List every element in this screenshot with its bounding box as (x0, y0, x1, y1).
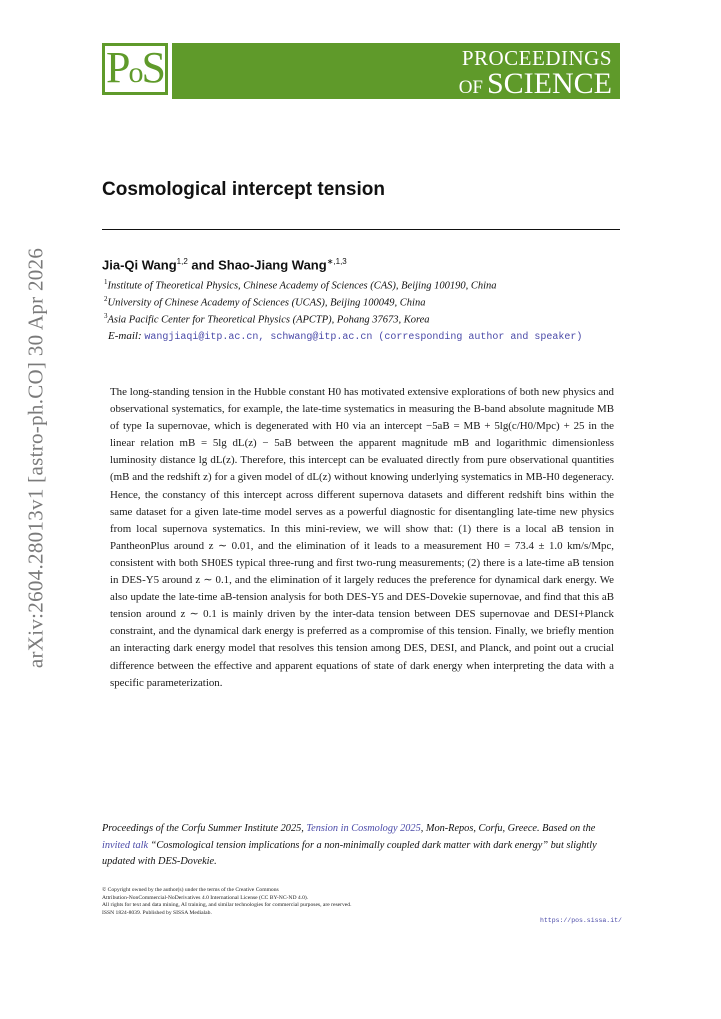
author-2: Shao-Jiang Wang (218, 257, 327, 273)
pos-url-link[interactable]: https://pos.sissa.it/ (540, 917, 622, 924)
affiliation-1-num: 1 (104, 278, 108, 286)
proceedings-note (102, 821, 622, 871)
banner-of: OF (458, 77, 483, 98)
conference-link[interactable]: Tension in Cosmology 2025 (306, 823, 421, 834)
email-label: E-mail: (108, 330, 142, 342)
affiliation-2-num: 2 (104, 295, 108, 303)
author-1-affil: 1,2 (176, 257, 188, 266)
banner-science: SCIENCE (486, 67, 612, 100)
affiliation-2-text: University of Chinese Academy of Sciences (UCAS), Beijing 100049, China (107, 297, 426, 309)
paper-title: Cosmological intercept tension (102, 179, 385, 200)
proceedings-of-science-banner (172, 43, 620, 99)
note-part-2: , Mon-Repos, Corfu, Greece. (420, 823, 540, 834)
pos-logo: PoS (102, 43, 168, 95)
copyright-line-2: Attribution-NonCommercial-NoDerivatives 4.0 International License (CC BY-NC-ND 4.0). (102, 894, 309, 901)
copyright-line-1: © Copyright owned by the author(s) under the terms of the Creative Commons (102, 887, 279, 893)
abstract: The long-standing tension in the Hubble constant H0 has motivated extensive explorations of both new physics and observational systematics, for example, the late-time systematics in measuring the B-band absolute magnitude MB of type Ia supernovae, which is degenerated with H0 via an intercept −5aB = MB + 5lg(c/H0/Mpc) + 25 in the linear relation mB = 5lg dL(z) − 5aB between the apparent magnitude mB and logarithmic dimensionless luminosity distance lg dL(z). Therefore, this intercept can be evaluated directly from pure observational quantities (mB and the redshift z) for a given model of dL(z) without knowing underlying systematics in MB-H0 degeneracy. Hence, the constancy of this intercept across different supernova datasets and different redshift bins within the same dataset for a given late-time model serves as a powerful diagnostic for disentangling late-time new physics from local supernova systematics. In this mini-review, we will show that: (1) there is a local aB tension in PantheonPlus around z ∼ 0.01, and the elimination of it leads to a measurement H0 = 73.4 ± 1.0 km/s/Mpc, consistent with both SH0ES typical three-rung and first two-rung measurements; (2) there is a late-time aB tension in DES-Y5 around z ∼ 0.1, and the elimination of it largely reduces the preference for dynamical dark energy. We also update the late-time aB-tension analysis for both DES-Y5 and DES-Dovekie supernovae, and find that this aB tension around z ∼ 0.1 is mainly driven by the inter-data tension between DES supernovae and DESI+Planck constraint, and the dynamical dark energy is preferred as a compromise of this tension. Finally, we briefly mention an interacting dark energy model that resolves this tension among DES, DESI, and Planck, and point out a crucial difference between the effective and apparent equations of state of dark energy when interpreting the data with a specific parameterization. (110, 386, 614, 689)
copyright-line-4: ISSN 1824-8039. Published by SISSA Medialab. (102, 909, 212, 916)
copyright-notice (102, 887, 482, 917)
email-line (108, 328, 628, 346)
affiliation-1 (104, 278, 497, 292)
affiliation-2 (104, 295, 425, 309)
affiliation-1-text: Institute of Theoretical Physics, Chinese Academy of Sciences (CAS), Beijing 100190, China (107, 280, 497, 292)
email-addresses[interactable]: wangjiaqi@itp.ac.cn, schwang@itp.ac.cn (corresponding author and speaker) (144, 332, 583, 343)
note-part-4: “Cosmological tension implications for a non-minimally coupled dark matter with dark energy” but slightly updated with DES-Dovekie. (102, 839, 597, 867)
invited-talk-link[interactable]: invited talk (102, 839, 149, 851)
note-part-1: Proceedings of the Corfu Summer Institute 2025, (102, 823, 307, 834)
author-1: Jia-Qi Wang (102, 257, 177, 273)
copyright-line-3: All rights for text and data mining, AI training, and similar technologies for commercial purposes, are reserved. (102, 902, 352, 909)
affiliation-3-text: Asia Pacific Center for Theoretical Physics (APCTP), Pohang 37673, Korea (107, 314, 430, 326)
author-line (102, 257, 347, 272)
title-rule (102, 229, 620, 230)
author-and: and (187, 257, 219, 273)
banner-proceedings: PROCEEDINGS (461, 46, 612, 70)
banner-of-science (459, 69, 612, 103)
author-2-affil: ∗,1,3 (326, 257, 347, 266)
note-part-3: Based on the (542, 823, 596, 834)
affiliation-3 (104, 312, 430, 326)
affiliation-3-num: 3 (104, 312, 108, 320)
arxiv-stamp: arXiv:2604.28013v1 [astro-ph.CO] 30 Apr 2026 (23, 247, 48, 669)
